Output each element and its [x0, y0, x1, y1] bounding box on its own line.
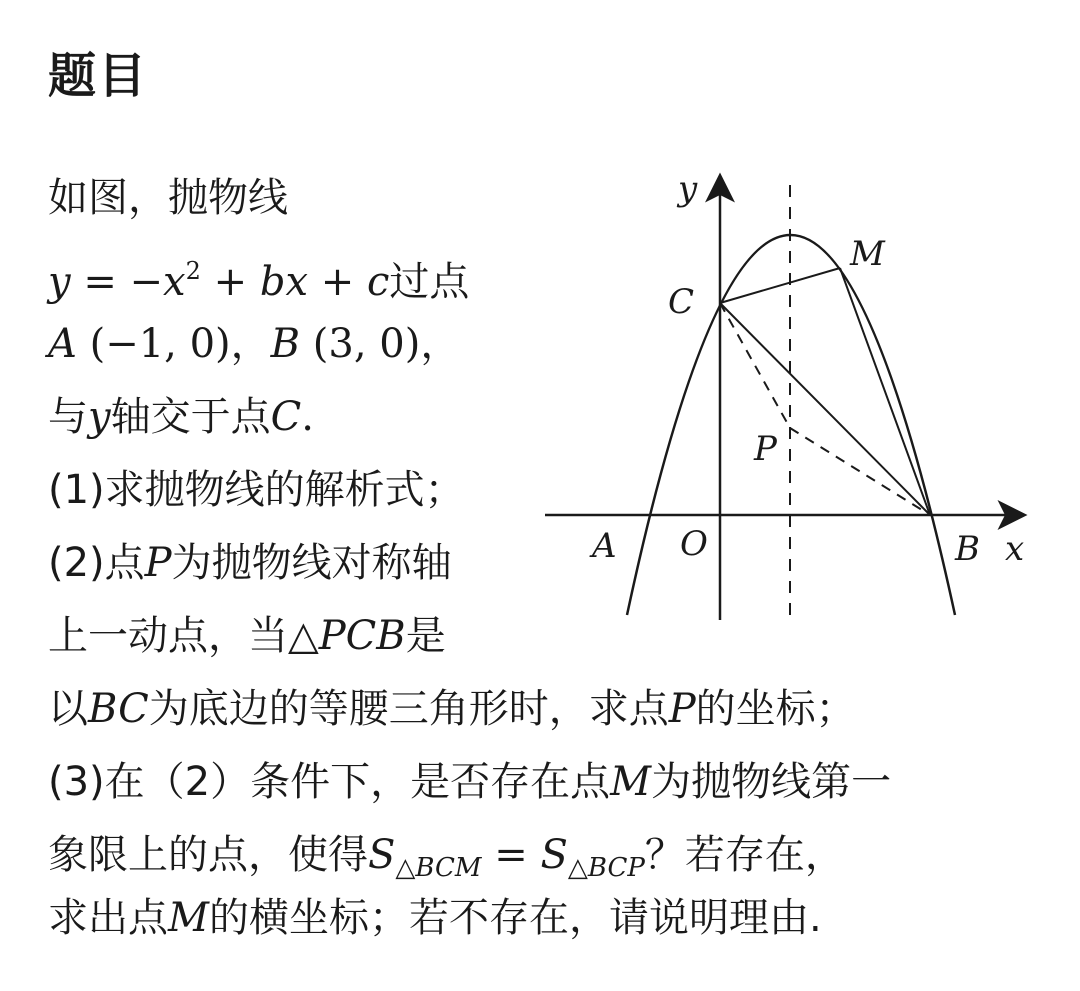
point-m-var: M: [168, 895, 209, 941]
question-1: (1)求抛物线的解析式；: [48, 467, 465, 513]
problem-line-10: [48, 827, 845, 896]
problem-heading: 题目: [48, 48, 149, 104]
text-segment: 轴交于点: [110, 394, 271, 440]
text-segment: 上一动点，当△: [48, 613, 319, 659]
y-axis-label: y: [678, 169, 698, 209]
separator: ，: [420, 321, 461, 367]
point-m-label: M: [850, 234, 885, 274]
text-segment: ？若存在，: [644, 832, 845, 878]
text-segment: 象限上的点，使得: [48, 832, 368, 878]
point-m-var: M: [610, 759, 652, 805]
area-s1-sub: △BCM: [395, 853, 482, 883]
problem-line-1: [48, 170, 288, 226]
point-a-label: A: [48, 321, 77, 367]
text-segment: 与: [48, 394, 88, 440]
point-p-label: P: [754, 429, 777, 469]
text-segment: (3)在（2）条件下，是否存在点: [48, 759, 611, 805]
equation: y = −x: [48, 259, 186, 305]
segment-cp: [720, 303, 790, 428]
text-segment: 求出点: [48, 895, 168, 941]
text-segment: 过点: [389, 259, 470, 305]
exponent: 2: [185, 257, 201, 285]
text-segment: (2)点: [48, 540, 145, 586]
text-segment: 的横坐标；若不存在，请说明理由.: [208, 895, 822, 941]
point-c-label: C: [270, 394, 302, 440]
point-a-label: A: [592, 526, 617, 566]
problem-line-5: [48, 462, 465, 518]
parabola-figure: [530, 160, 1050, 630]
text-segment: 为抛物线对称轴: [171, 540, 452, 586]
text-segment: 的坐标；: [695, 686, 856, 732]
point-b-label: B: [270, 321, 301, 367]
separator: ，: [230, 321, 271, 367]
segment-cb: [720, 303, 930, 515]
equation-tail: + bx + c: [200, 259, 390, 305]
problem-line-8: [48, 681, 856, 737]
problem-line-2: [48, 243, 469, 310]
area-s2-sub: △BCP: [567, 853, 645, 883]
problem-line-7: [48, 608, 446, 664]
segment-bc: BC: [88, 686, 149, 732]
x-axis-label: x: [1005, 529, 1025, 569]
equals-sign: =: [481, 832, 541, 878]
triangle-pcb: PCB: [318, 613, 406, 659]
point-p-var: P: [668, 686, 696, 732]
point-c-label: C: [668, 282, 695, 322]
text-segment: 是: [405, 613, 446, 659]
problem-line-11: [48, 890, 822, 946]
point-p-var: P: [144, 540, 172, 586]
point-b-label: B: [955, 529, 980, 569]
text-segment: 为抛物线第一: [651, 759, 892, 805]
problem-line-4: [48, 389, 314, 445]
text-segment: 以: [48, 686, 88, 732]
problem-line-9: [48, 754, 891, 810]
origin-label: O: [680, 524, 708, 564]
problem-line-6: [48, 535, 452, 591]
problem-line-3: [48, 316, 460, 372]
area-s2: S: [540, 832, 568, 878]
point-b-coord: (3, 0): [300, 321, 421, 367]
segment-mb: [840, 268, 930, 515]
segment-pb: [790, 428, 930, 515]
y-var: y: [88, 394, 111, 440]
point-a-coord: (−1, 0): [76, 321, 231, 367]
area-s1: S: [368, 832, 396, 878]
text-segment: 为底边的等腰三角形时，求点: [148, 686, 669, 732]
text-segment: 如图，抛物线: [48, 175, 288, 221]
period: .: [301, 394, 314, 440]
